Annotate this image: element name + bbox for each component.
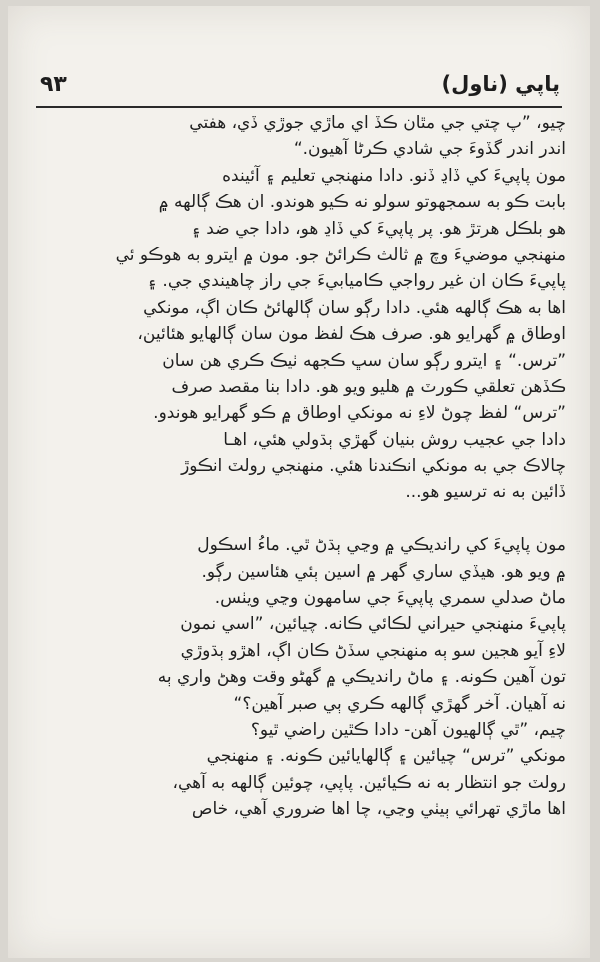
text-line: لاءِ آيو هجين سو ٻه منهنجي سڏڻ ڪان اڳ، اهڙو ٻڌوڙي — [180, 640, 566, 661]
text-line: هو بلڪل هرتڙ هو. پر پاپيءَ کي ڏاڍ هو، دادا جي ضد ۽ — [190, 218, 566, 239]
text-line: ”ترس.“ ۽ ايترو رڳو سان سڀ ڪجهه ٺيڪ ڪري هن سان — [162, 350, 566, 371]
text-line: چيم، ”ٿي ڳالهيون آهن- دادا ڪٿين راضي ٿيو؟ — [250, 719, 566, 740]
text-line: دادا جي عجيب روش بنيان گهڙي ٻڌولي هئي، اهـا — [223, 429, 566, 450]
paragraph — [34, 585, 566, 717]
page-header — [40, 72, 560, 102]
text-line: اندر اندر گڏوءَ جي شادي ڪرڻا آهيون.“ — [293, 139, 566, 160]
text-line: اها ماڙي تهرائي ٻيٺي وڃي، چا اها ضروري آهي، خاص — [191, 799, 566, 820]
text-line: چيو، ”پ چتي جي مٿان ڪڏ اي ماڙي جوڙي ڏي، هفتي — [189, 113, 566, 133]
text-line: اها به هڪ ڳالهه هئي. دادا رڳو سان ڳالهائڻ ڪان اڳ، مونکي — [143, 297, 566, 318]
paragraph — [34, 717, 566, 823]
text-line: رولٽ جو انتظار به نه ڪيائين. پاپي، چوئين ڳالهه به آهي، — [172, 772, 566, 793]
text-line: ماڻ صدلي سمري پاپيءَ جي سامهون وڃي ويٺس. — [214, 588, 566, 609]
paragraph — [34, 532, 566, 585]
text-line: پاپيءَ ڪان ان غير رواجي ڪاميابيءَ جي راز چاهيندي جي. ۽ — [147, 271, 566, 292]
body-text — [34, 110, 566, 823]
paragraph — [34, 110, 566, 163]
text-line: منهنجي موضيءَ وچ ۾ ثالث ڪرائڻ جو. مون ۾ ايترو به هوڪو ئي — [115, 244, 566, 265]
text-line: پاپيءَ منهنجي حيراني لڪائي ڪانه. چيائين، ”اسي نمون — [180, 614, 566, 635]
text-line: مونکي ”ترس“ چيائين ۽ ڳالهايائين ڪونه. ۽ منهنجي — [206, 746, 566, 767]
paragraph — [34, 163, 566, 506]
text-line: بابت ڪو به سمجهوتو سولو نه ڪيو هوندو. ان هڪ ڳالهه ۾ — [158, 192, 566, 213]
text-line: ڏائين به نه ترسيو هو... — [405, 482, 566, 503]
text-line: نه آهيان. آخر گهڙي ڳالهه ڪري ٻي صبر آهين؟“ — [233, 693, 566, 714]
text-line: چالاڪ جي به مونکي انڪندنا هئي. منهنجي رولٽ انڪوڙ — [181, 456, 566, 477]
text-line: ۾ ويو هو. هيڏي ساري گهر ۾ اسين ٻئي هئاسين رڳو. — [201, 561, 566, 582]
text-line: ”ترس“ لفظ چوڻ لاءِ نه مونکي اوطاق ۾ ڪو گهرايو هوندو. — [153, 403, 566, 424]
page-number: ٩٣ — [40, 72, 67, 97]
text-line: اوطاق ۾ گهرايو هو. صرف هڪ لفظ مون سان ڳالهايو هئائين، — [137, 324, 566, 345]
paragraph-gap — [34, 506, 566, 532]
text-line: ڪڏهن تعلقي ڪورٽ ۾ هليو ويو هو. دادا بنا مقصد صرف — [171, 376, 566, 397]
text-line: مون پاپيءَ کي ڏاڍ ڏنو. دادا منهنجي تعليم ۽ آئينده — [222, 165, 566, 186]
text-line: مون پاپيءَ کي رانديڪي ۾ وڃي ٻڌڻ ٿي. ماءُ اسڪول — [197, 535, 566, 556]
header-rule — [36, 106, 562, 108]
book-page — [8, 6, 590, 958]
text-line: تون آهين ڪونه. ۽ ماڻ رانديڪي ۾ گهڻو وقت وهڻ واري ٻه — [157, 667, 566, 688]
running-title: پاپي (ناول) — [441, 72, 560, 96]
